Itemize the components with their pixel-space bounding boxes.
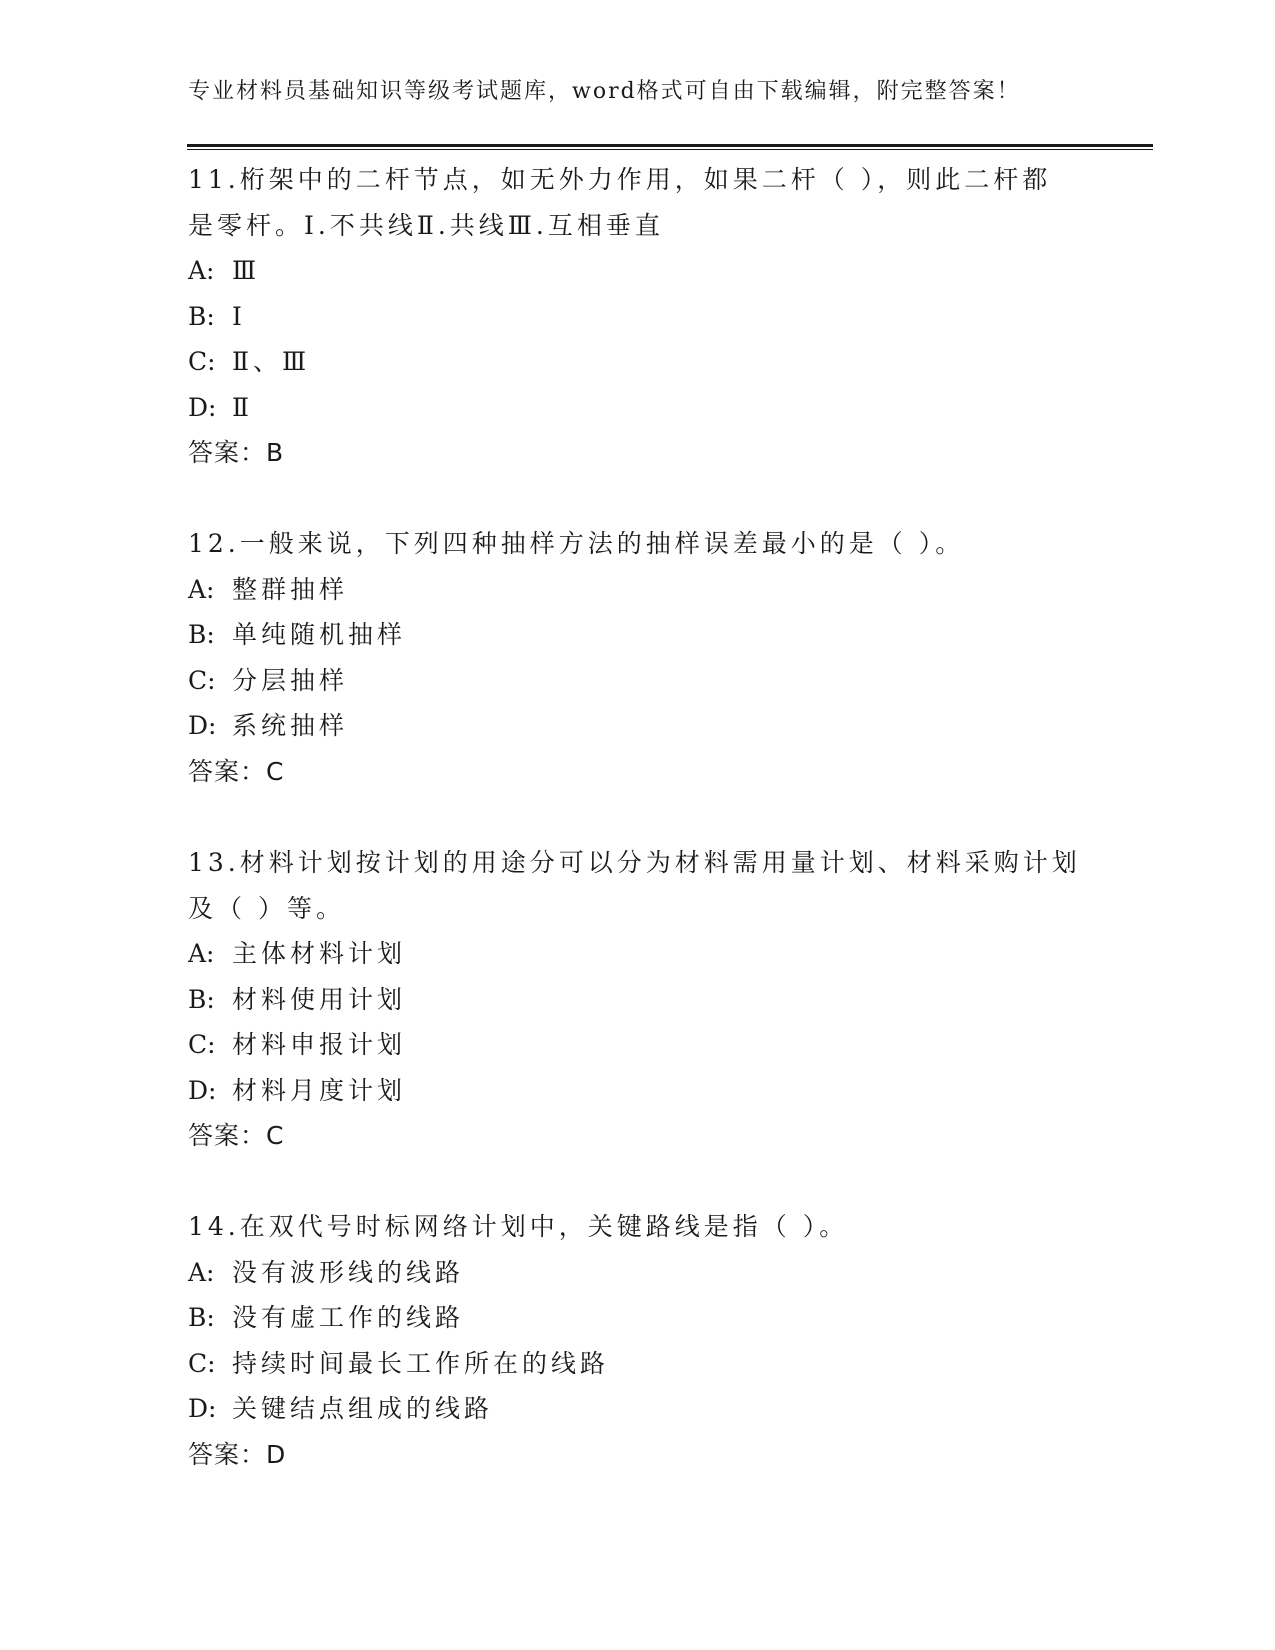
option-text: 主体材料计划 — [232, 939, 407, 968]
option-b — [188, 977, 1088, 1023]
answer-label: 答案： — [188, 438, 267, 467]
option-letter: C: — [188, 1030, 216, 1059]
option-text: 系统抽样 — [232, 711, 349, 740]
option-a — [188, 248, 1088, 294]
header-rule-thick — [187, 144, 1153, 147]
option-d — [188, 703, 1088, 749]
option-letter: A: — [188, 939, 215, 968]
question-stem-line: 12.一般来说，下列四种抽样方法的抽样误差最小的是（ ）。 — [188, 529, 965, 558]
option-letter: B: — [188, 984, 215, 1014]
answer-line — [188, 1113, 1088, 1159]
option-text: Ⅱ、Ⅲ — [232, 347, 311, 376]
answer-value: C — [266, 756, 285, 786]
option-text: 材料月度计划 — [232, 1075, 407, 1105]
question-stem-line: 是零杆。I.不共线Ⅱ.共线Ⅲ.互相垂直 — [188, 210, 664, 240]
option-text: 没有波形线的线路 — [232, 1257, 465, 1287]
option-b — [188, 294, 1088, 340]
answer-value: D — [266, 1439, 287, 1469]
answer-line — [188, 1432, 1088, 1478]
option-letter: A: — [188, 1257, 215, 1287]
option-letter: C: — [188, 347, 216, 376]
option-c — [188, 1341, 1088, 1387]
question-stem-line: 11.桁架中的二杆节点，如无外力作用，如果二杆（ ），则此二杆都 — [188, 165, 1052, 194]
option-a — [188, 931, 1088, 977]
answer-label: 答案： — [188, 1121, 267, 1150]
question-11 — [188, 157, 1088, 476]
option-a — [188, 567, 1088, 613]
option-letter: D: — [188, 1394, 217, 1423]
option-text: Ⅲ — [232, 256, 261, 285]
option-text: 材料申报计划 — [232, 1030, 407, 1059]
option-letter: A: — [188, 574, 215, 604]
option-text: 单纯随机抽样 — [232, 620, 407, 649]
option-letter: A: — [188, 256, 215, 285]
option-letter: B: — [188, 301, 215, 331]
option-b — [188, 1295, 1088, 1341]
option-letter: D: — [188, 1075, 217, 1105]
option-c — [188, 339, 1088, 385]
option-text: 材料使用计划 — [232, 984, 407, 1014]
question-13 — [188, 840, 1088, 1159]
option-c — [188, 1022, 1088, 1068]
option-text: 持续时间最长工作所在的线路 — [232, 1348, 610, 1378]
answer-line — [188, 749, 1088, 795]
question-stem-line: 14.在双代号时标网络计划中，关键路线是指（ ）。 — [188, 1212, 849, 1241]
answer-value: B — [266, 438, 285, 467]
answer-line — [188, 430, 1088, 476]
option-d — [188, 1386, 1088, 1432]
option-text: 关键结点组成的线路 — [232, 1394, 494, 1423]
option-letter: B: — [188, 620, 215, 649]
option-c — [188, 658, 1088, 704]
option-d — [188, 1068, 1088, 1114]
option-text: 没有虚工作的线路 — [232, 1303, 465, 1332]
question-stem-line: 13.材料计划按计划的用途分可以分为材料需用量计划、材料采购计划 — [188, 848, 1081, 877]
option-letter: D: — [188, 392, 217, 422]
question-12 — [188, 521, 1088, 794]
option-letter: B: — [188, 1303, 215, 1332]
option-letter: D: — [188, 711, 217, 740]
header-rule-thin — [187, 149, 1153, 150]
option-a — [188, 1250, 1088, 1296]
option-text: Ⅱ — [232, 392, 253, 422]
option-letter: C: — [188, 1348, 216, 1378]
option-letter: C: — [188, 665, 216, 695]
answer-label: 答案： — [188, 1439, 267, 1469]
option-text: 整群抽样 — [232, 574, 349, 604]
option-d — [188, 385, 1088, 431]
page-header: 专业材料员基础知识等级考试题库，word格式可自由下载编辑，附完整答案！ — [188, 79, 1021, 104]
answer-value: C — [266, 1121, 285, 1150]
option-text: I — [232, 301, 246, 331]
question-stem-line: 及（ ）等。 — [188, 893, 345, 923]
question-14 — [188, 1204, 1088, 1477]
option-b — [188, 612, 1088, 658]
option-text: 分层抽样 — [232, 665, 349, 695]
answer-label: 答案： — [188, 756, 267, 786]
